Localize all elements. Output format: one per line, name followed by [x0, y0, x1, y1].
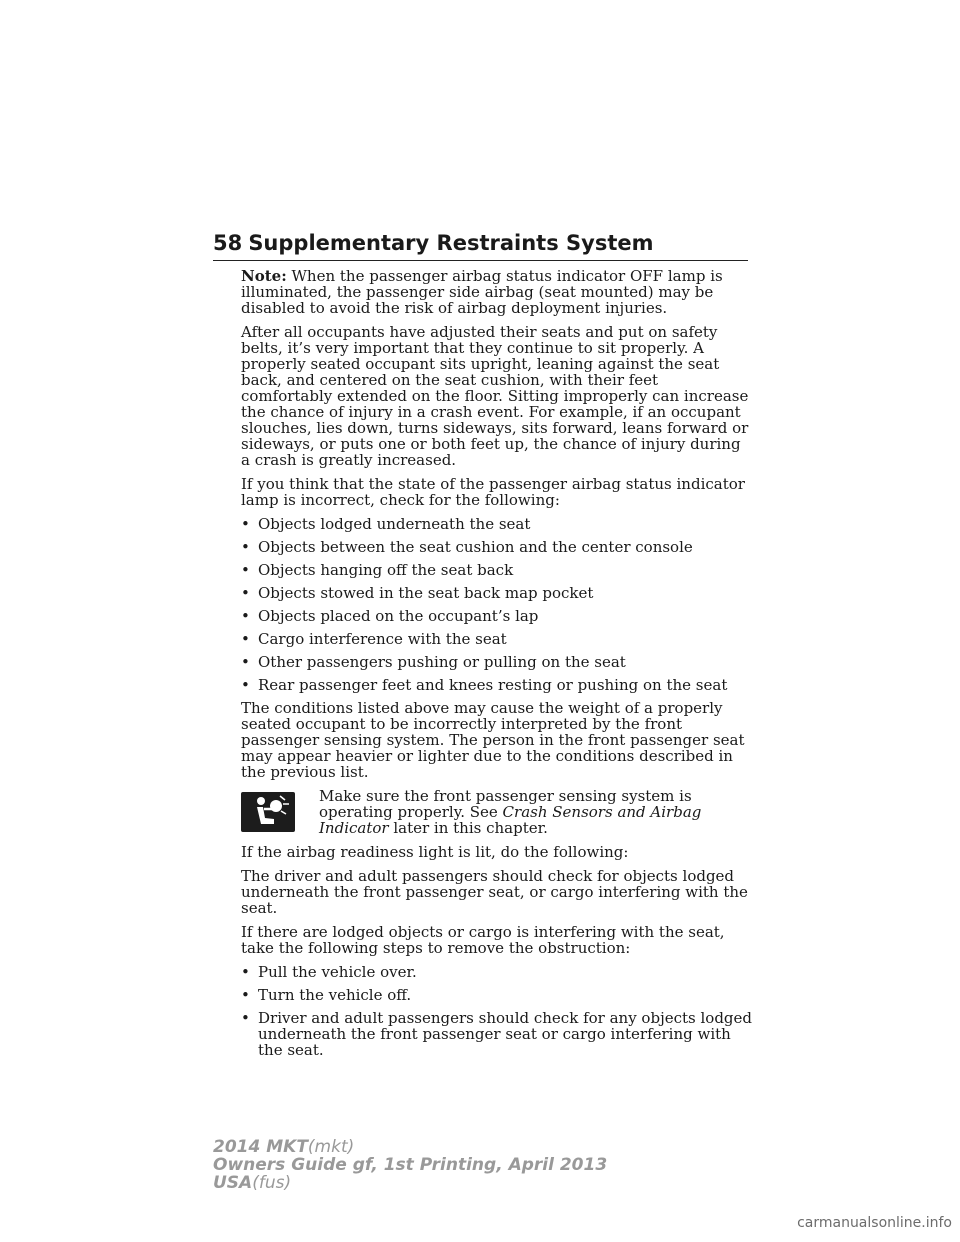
note-paragraph	[241, 268, 753, 316]
bullet: •	[241, 630, 250, 648]
bullet: •	[241, 1009, 250, 1027]
list-item	[241, 964, 753, 980]
section-title: Supplementary Restraints System	[248, 231, 654, 255]
list-item-text: Objects stowed in the seat back map pocket	[258, 584, 594, 602]
list-item-text: Turn the vehicle off.	[258, 986, 412, 1004]
list-item-text: Other passengers pushing or pulling on the seat	[258, 653, 626, 671]
list-item	[241, 987, 753, 1003]
paragraph-conditions: The conditions listed above may cause the weight of a properly seated occupant to be incorrectly interpreted by the front passenger sensing system. The person in the front passenger seat may appear heavier or lighter due to the conditions described in the previous list.	[241, 699, 745, 781]
paragraph-check-intro: If you think that the state of the passenger airbag status indicator lamp is incorrect, check for the following:	[241, 475, 745, 509]
list-item	[241, 654, 753, 670]
steps-list	[241, 964, 753, 1058]
footer-printing: Owners Guide gf, 1st Printing, April 2013	[213, 1155, 608, 1175]
list-item	[241, 1010, 753, 1058]
airbag-warning-icon	[241, 792, 295, 832]
bullet: •	[241, 653, 250, 671]
crash-sensors-reference: Crash Sensors and Airbag Indicator	[319, 803, 702, 837]
paragraph-check-objects: The driver and adult passengers should check for objects lodged underneath the front passenger seat, or cargo interfering with the seat.	[241, 867, 748, 917]
paragraph-readiness-light: If the airbag readiness light is lit, do the following:	[241, 843, 629, 861]
footer-market-code: (fus)	[252, 1173, 292, 1193]
list-item	[241, 562, 753, 578]
list-item-text: Pull the vehicle over.	[258, 963, 417, 981]
list-item-text: Objects lodged underneath the seat	[258, 515, 531, 533]
paragraph-sitting-properly: After all occupants have adjusted their seats and put on safety belts, it’s very important that they continue to sit properly. A properly seated occupant sits upright, leaning against the seat back, and centered on the seat cushion, with their feet comfortably extended on the floor. Sitting improperly can increase the chance of injury in a crash event. For example, if an occupant slouches, lies down, turns sideways, sits forward, leans forward or sideways, or puts one or both feet up, the chance of injury during a crash is greatly increased.	[241, 323, 749, 469]
note-label: Note:	[241, 267, 287, 285]
list-item-text: Objects placed on the occupant’s lap	[258, 607, 539, 625]
footer-line-model	[213, 1138, 733, 1156]
airbag-note-text-end: later in this chapter.	[388, 819, 548, 837]
list-item	[241, 539, 753, 555]
list-item	[241, 516, 753, 532]
list-item	[241, 631, 753, 647]
bullet: •	[241, 986, 250, 1004]
footer-line-market	[213, 1174, 733, 1192]
airbag-note-text: Make sure the front passenger sensing system is operating properly. See	[319, 787, 692, 821]
list-item	[241, 677, 753, 693]
page-content	[241, 268, 753, 1065]
bullet: •	[241, 561, 250, 579]
list-item-text: Objects hanging off the seat back	[258, 561, 514, 579]
bullet: •	[241, 607, 250, 625]
list-item-text: Objects between the seat cushion and the center console	[258, 538, 693, 556]
page-footer	[213, 1138, 733, 1192]
bullet: •	[241, 963, 250, 981]
bullet: •	[241, 538, 250, 556]
bullet: •	[241, 676, 250, 694]
footer-market: USA	[213, 1173, 253, 1193]
list-item-text: Cargo interference with the seat	[258, 630, 507, 648]
bullet: •	[241, 584, 250, 602]
objects-checklist	[241, 516, 753, 693]
list-item	[241, 608, 753, 624]
list-item	[241, 585, 753, 601]
note-text: When the passenger airbag status indicator OFF lamp is illuminated, the passenger side airbag (seat mounted) may be disabled to avoid the risk of airbag deployment injuries.	[241, 267, 723, 317]
list-item-text: Rear passenger feet and knees resting or pushing on the seat	[258, 676, 728, 694]
footer-model-code: (mkt)	[307, 1137, 355, 1157]
watermark: carmanualsonline.info	[797, 1215, 952, 1231]
list-item-text: Driver and adult passengers should check for any objects lodged underneath the front passenger seat or cargo interfering with the seat.	[258, 1009, 752, 1059]
page-number: 58	[213, 231, 243, 255]
airbag-note-block	[241, 788, 753, 836]
page-header	[213, 228, 748, 261]
footer-model: 2014 MKT	[213, 1137, 308, 1157]
paragraph-steps-intro: If there are lodged objects or cargo is interfering with the seat, take the following steps to remove the obstruction:	[241, 923, 725, 957]
bullet: •	[241, 515, 250, 533]
